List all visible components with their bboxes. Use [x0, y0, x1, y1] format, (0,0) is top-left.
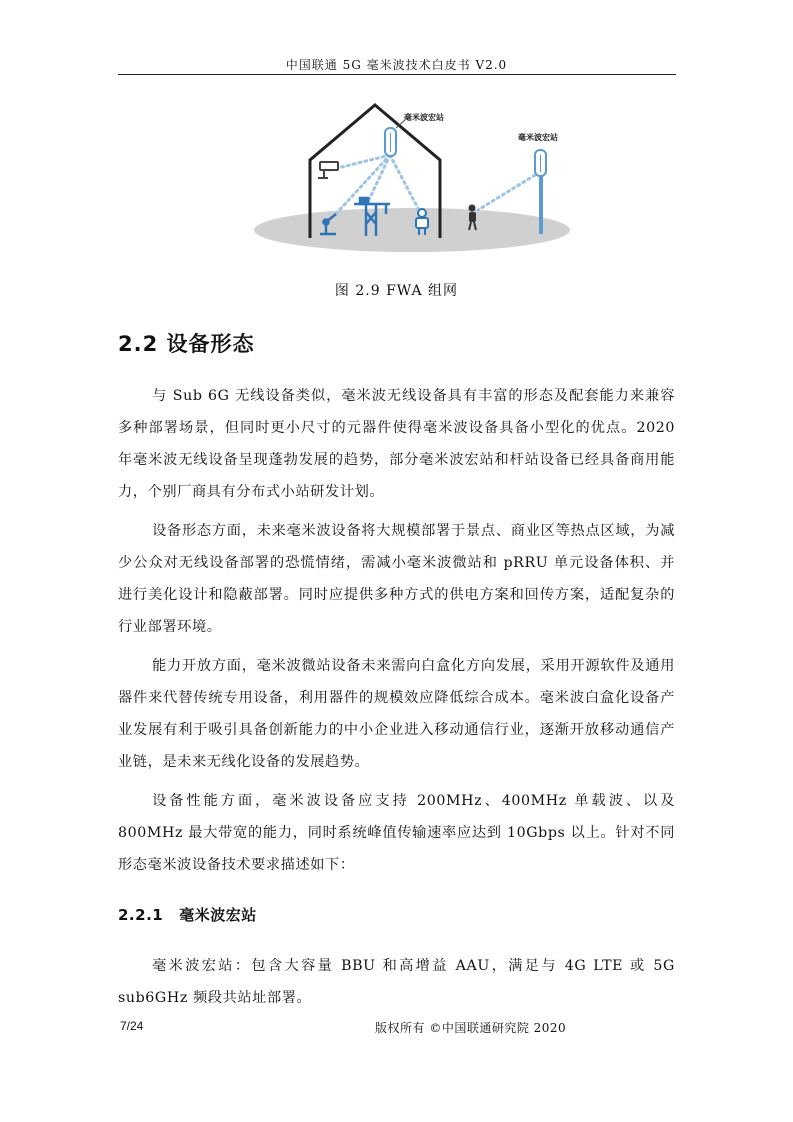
page-number: 7/24 [120, 1019, 144, 1033]
subsection-paragraph: 毫米波宏站：包含大容量 BBU 和高增益 AAU，满足与 4G LTE 或 5G sub6GHz 频段共站址部署。 [118, 958, 675, 1006]
header-title: 中国联通 5G 毫米波技术白皮书 V2.0 [285, 58, 508, 72]
section-heading: 2.2 设备形态 [118, 332, 255, 356]
paragraph-1: 与 Sub 6G 无线设备类似，毫米波无线设备具有丰富的形态及配套能力来兼容多种部署场景，但同时更小尺寸的元器件使得毫米波设备具备小型化的优点。2020 年毫米波无线设备呈现蓬勃发展的趋势，部分毫米波宏站和杆站设备已经具备商用能力，个别厂商具有分布式小站研发计划。 [118, 388, 675, 500]
paragraph-2: 设备形态方面，未来毫米波设备将大规模部署于景点、商业区等热点区域，为减少公众对无线设备部署的恐慌情绪，需减小毫米波微站和 pRRU 单元设备体积、并进行美化设计和隐蔽部署。同时应提供多种方式的供电方案和回传方案，适配复杂的行业部署环境。 [118, 523, 675, 635]
base-station-icon [385, 120, 405, 156]
subsection-title: 毫米波宏站 [179, 906, 257, 924]
paragraph-4: 设备性能方面，毫米波设备应支持 200MHz、400MHz 单载波、以及 800MHz 最大带宽的能力，同时系统峰值传输速率应达到 10Gbps 以上。针对不同形态毫米波设备技术要求描述如下： [118, 793, 675, 873]
label-indoor-station: 毫米波宏站 [404, 113, 444, 122]
ground-ellipse [254, 208, 570, 252]
footer-copyright: 版权所有 ©中国联通研究院 2020 [375, 1021, 567, 1035]
figure-caption: 图 2.9 FWA 组网 [334, 283, 459, 299]
fwa-network-figure [240, 100, 580, 260]
paragraph-3: 能力开放方面，毫米波微站设备未来需向白盒化方向发展，采用开源软件及通用器件来代替传统专用设备，利用器件的规模效应降低综合成本。毫米波白盒化设备产业发展有利于吸引具备创新能力的中小企业进入移动通信行业，逐渐开放移动通信产业链，是未来无线化设备的发展趋势。 [118, 658, 675, 770]
label-outdoor-station: 毫米波宏站 [518, 133, 558, 142]
subsection-number: 2.2.1 [118, 906, 164, 924]
subsection-heading [118, 904, 257, 925]
wireless-links [330, 155, 540, 216]
cctv-camera-icon [318, 162, 338, 178]
header-rule [118, 74, 676, 75]
